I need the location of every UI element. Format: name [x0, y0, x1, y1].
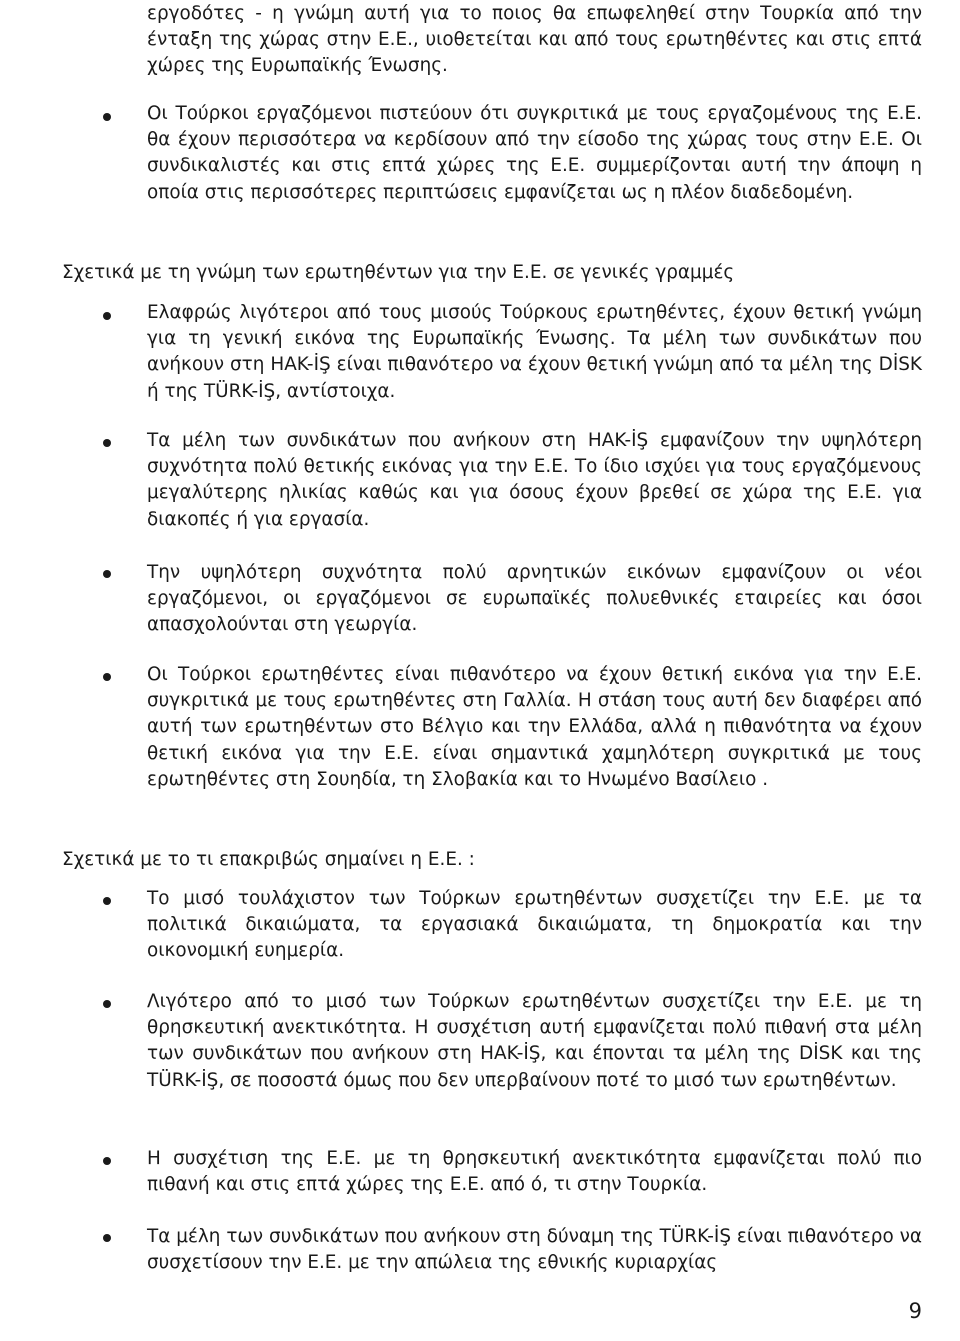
bullet-section1-4: Οι Τούρκοι ερωτηθέντες είναι πιθανότερο να έχουν θετική εικόνα για την Ε.Ε. συγκριτικά με τους ερωτηθέντες στη Γαλλία. Η στάση τους αυτή δεν διαφέρει από αυτή των ερωτηθέντων στο Βέλγιο και την Ελλάδα, αλλά η πιθανότητα να έχουν θετική εικόνα για την Ε.Ε. είναι σημαντικά χαμηλότερη συγκριτικά με τους ερωτηθέντες στη Σουηδία, τη Σλοβακία και το Ηνωμένο Βασίλειο . [147, 664, 922, 790]
bullet-marker [103, 113, 111, 121]
bullet-marker [103, 673, 111, 681]
bullet-section2-1: Το μισό τουλάχιστον των Τούρκων ερωτηθέντων συσχετίζει την Ε.Ε. με τα πολιτικά δικαιώματα, τα εργασιακά δικαιώματα, τη δημοκρατία και την οικονομική ευημερία. [147, 888, 922, 962]
bullet-section1-2: Τα μέλη των συνδικάτων που ανήκουν στη HAK-İŞ εμφανίζουν την υψηλότερη συχνότητα πολύ θετικής εικόνας για την Ε.Ε. Το ίδιο ισχύει για τους εργαζόμενους μεγαλύτερης ηλικίας καθώς και για όσους έχουν βρεθεί σε χώρα της Ε.Ε. για διακοπές ή για εργασία. [147, 430, 922, 530]
bullet-section2-2: Λιγότερο από το μισό των Τούρκων ερωτηθέντων συσχετίζει την Ε.Ε. με τη θρησκευτική ανεκτικότητα. Η συσχέτιση αυτή εμφανίζεται πολύ πιθανή στα μέλη των συνδικάτων που ανήκουν στη HAK-İŞ, και έπονται τα μέλη της DİSK και της TÜRK-İŞ, σε ποσοστά όμως που δεν υπερβαίνουν ποτέ το μισό των ερωτηθέντων. [147, 991, 922, 1091]
bullet-marker [103, 1157, 111, 1165]
bullet-section1-3: Την υψηλότερη συχνότητα πολύ αρνητικών εικόνων εμφανίζουν οι νέοι εργαζόμενοι, οι εργαζόμενοι σε ευρωπαϊκές πολυεθνικές εταιρείες και όσοι απασχολούνται στη γεωργία. [147, 562, 922, 636]
bullet-marker [103, 439, 111, 447]
bullet-section1-1: Ελαφρώς λιγότεροι από τους μισούς Τούρκους ερωτηθέντες, έχουν θετική γνώμη για τη γενική εικόνα της Ευρωπαϊκής Ένωσης. Τα μέλη των συνδικάτων που ανήκουν στη HAK-İŞ είναι πιθανότερο να έχουν θετική γνώμη από τα μέλη της DİSK ή της TÜRK-İŞ, αντίστοιχα. [147, 302, 922, 402]
page-number: 9 [908, 1299, 922, 1323]
section-heading-meaning: Σχετικά με το τι επακριβώς σημαίνει η Ε.Ε. : [62, 849, 475, 870]
bullet-marker [103, 1000, 111, 1008]
bullet-marker [103, 897, 111, 905]
bullet-marker [103, 1234, 111, 1242]
bullet-marker [103, 312, 111, 320]
intro-paragraph: εργοδότες - η γνώμη αυτή για το ποιος θα επωφεληθεί στην Τουρκία από την ένταξη της χώρας στην Ε.Ε., υιοθετείται και από τους ερωτηθέντες και στις επτά χώρες της Ευρωπαϊκής Ένωσης. [147, 3, 922, 77]
bullet-intro: Οι Τούρκοι εργαζόμενοι πιστεύουν ότι συγκριτικά με τους εργαζομένους της Ε.Ε. θα έχουν περισσότερα να κερδίσουν από την είσοδο της χώρας τους στην Ε.Ε. Οι συνδικαλιστές και στις επτά χώρες της Ε.Ε. συμμερίζονται αυτή την άποψη η οποία στις περισσότερες περιπτώσεις εμφανίζεται ως η πλέον διαδεδομένη. [147, 103, 922, 203]
bullet-marker [103, 570, 111, 578]
bullet-section2-4: Τα μέλη των συνδικάτων που ανήκουν στη δύναμη της TÜRK-İŞ είναι πιθανότερο να συσχετίσουν την Ε.Ε. με την απώλεια της εθνικής κυριαρχίας [147, 1226, 922, 1274]
section-heading-general: Σχετικά με τη γνώμη των ερωτηθέντων για την Ε.Ε. σε γενικές γραμμές [62, 262, 735, 283]
bullet-section2-3: Η συσχέτιση της Ε.Ε. με τη θρησκευτική ανεκτικότητα εμφανίζεται πολύ πιο πιθανή και στις επτά χώρες της Ε.Ε. από ό, τι στην Τουρκία. [147, 1148, 922, 1196]
